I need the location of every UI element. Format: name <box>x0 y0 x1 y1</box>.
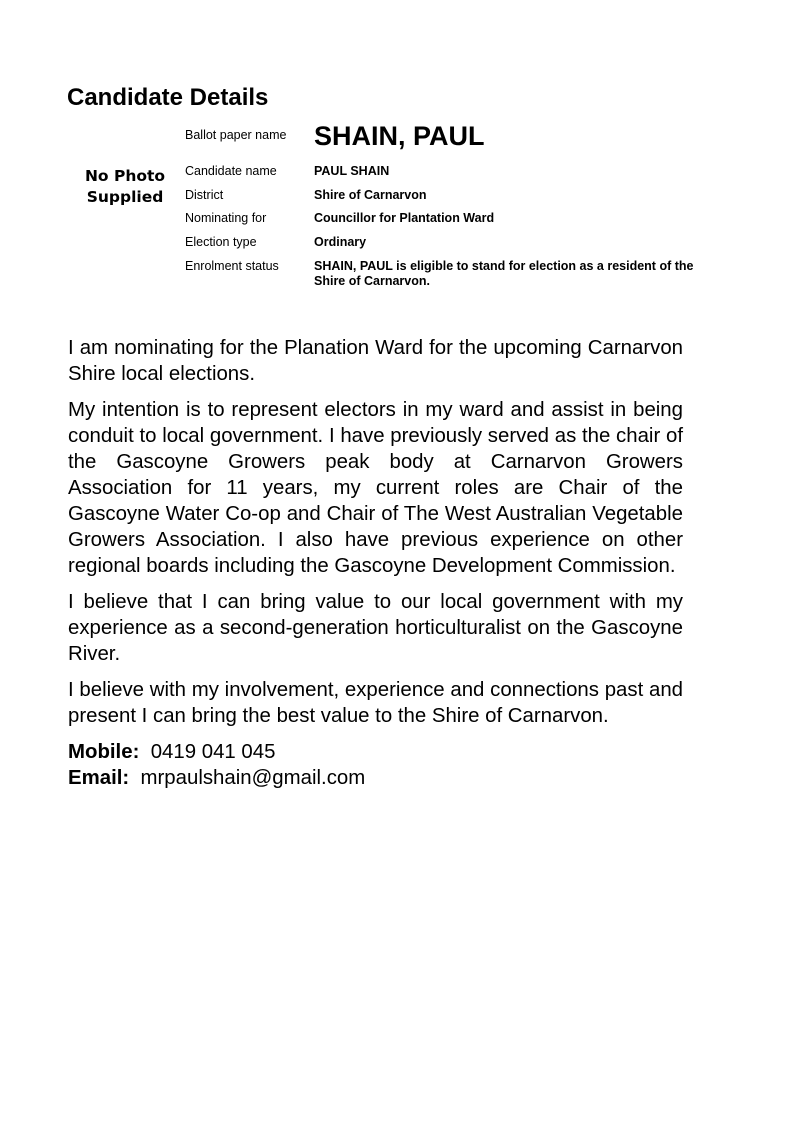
email-label: Email: <box>68 767 135 789</box>
statement-paragraph: My intention is to represent electors in my ward and assist in being conduit to local government. I have previously served as the chair of the Gascoyne Growers peak body at Carnarvon Growers Association for 11 years, my current roles are Chair of the Gascoyne Water Co-op and Chair of The West Australian Vegetable Growers Association. I also have previous experience on other regional boards including the Gascoyne Development Commission. <box>68 399 683 577</box>
statement-paragraph: I am nominating for the Planation Ward for the upcoming Carnarvon Shire local elections. <box>68 337 683 385</box>
photo-placeholder: No Photo Supplied <box>84 167 166 206</box>
email-line <box>68 765 683 791</box>
nominating-for-value: Councillor for Plantation Ward <box>314 211 495 225</box>
candidate-name-label: Candidate name <box>185 164 277 178</box>
candidate-name-value: PAUL SHAIN <box>314 164 390 178</box>
district-label: District <box>185 188 224 202</box>
candidate-statement <box>68 335 683 791</box>
mobile-line <box>68 739 683 765</box>
mobile-label: Mobile: <box>68 741 146 763</box>
election-type-value: Ordinary <box>314 235 367 249</box>
ballot-paper-name-value: SHAIN, PAUL <box>314 121 485 151</box>
mobile-value: 0419 041 045 <box>150 741 276 763</box>
election-type-label: Election type <box>185 235 257 249</box>
ballot-paper-name-label: Ballot paper name <box>185 128 287 142</box>
statement-paragraph: I believe that I can bring value to our local government with my experience as a second-generation horticulturalist on the Gascoyne River. <box>68 591 683 665</box>
email-value: mrpaulshain@gmail.com <box>140 767 366 789</box>
enrolment-status-value: SHAIN, PAUL is eligible to stand for election as a resident of the Shire of Carnarvon. <box>314 259 694 288</box>
page-title: Candidate Details <box>67 84 269 111</box>
enrolment-status-label: Enrolment status <box>185 259 279 273</box>
district-value: Shire of Carnarvon <box>314 188 427 202</box>
statement-paragraph: I believe with my involvement, experience and connections past and present I can bring the best value to the Shire of Carnarvon. <box>68 679 683 727</box>
nominating-for-label: Nominating for <box>185 211 267 225</box>
